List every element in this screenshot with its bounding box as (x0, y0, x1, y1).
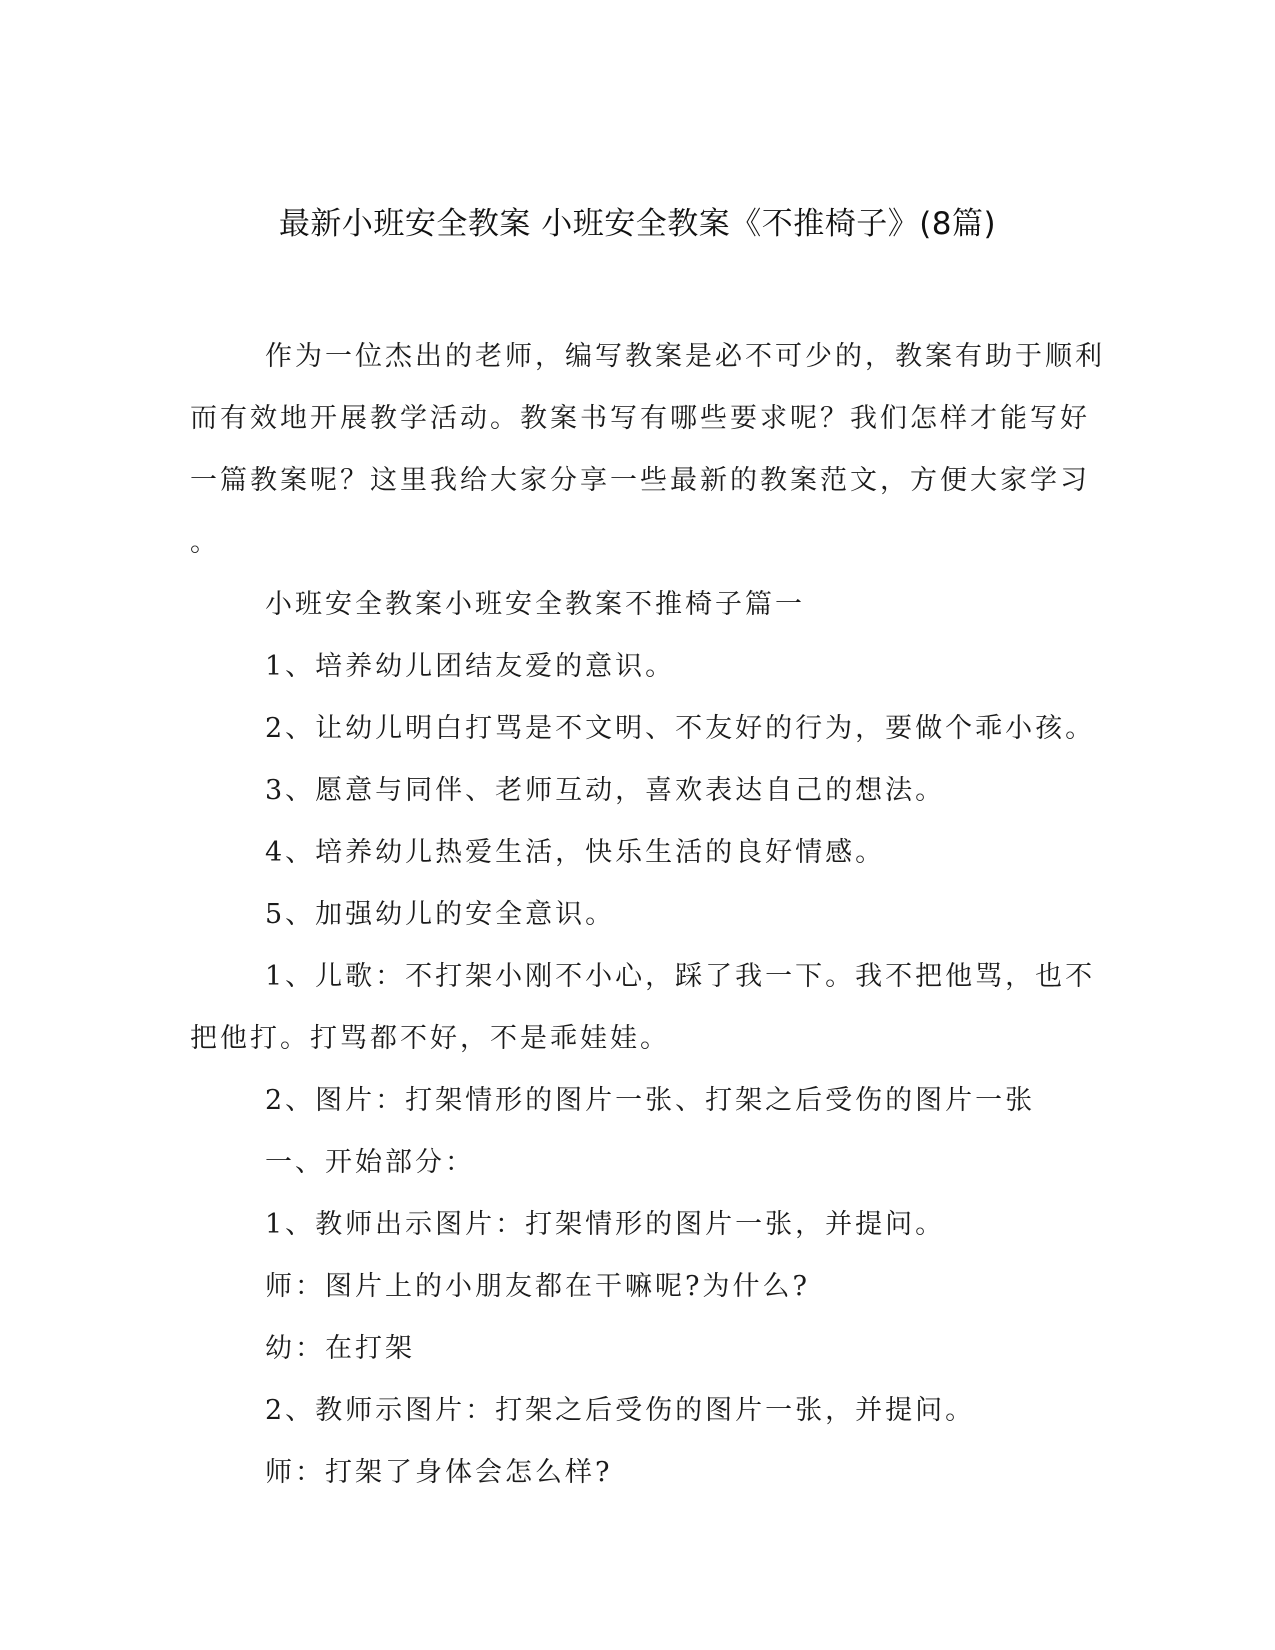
intro-line: 作为一位杰出的老师，编写教案是必不可少的，教案有助于顺利 (265, 341, 1105, 372)
section-heading: 小班安全教案小班安全教案不推椅子篇一 (265, 589, 805, 620)
document-body (190, 326, 1105, 1504)
goal-item: 1、培养幼儿团结友爱的意识。 (265, 651, 676, 682)
goal-item: 3、愿意与同伴、老师互动，喜欢表达自己的想法。 (265, 775, 946, 806)
intro-line: 而有效地开展教学活动。教案书写有哪些要求呢？我们怎样才能写好 (190, 403, 1090, 434)
intro-line: 一篇教案呢？这里我给大家分享一些最新的教案范文，方便大家学习 (190, 465, 1090, 496)
step-item: 2、教师示图片：打架之后受伤的图片一张，并提问。 (265, 1395, 976, 1426)
goal-item: 5、加强幼儿的安全意识。 (265, 899, 616, 930)
dialogue-line: 师：打架了身体会怎么样? (265, 1457, 613, 1488)
dialogue-line: 师：图片上的小朋友都在干嘛呢?为什么? (265, 1271, 810, 1302)
dialogue-line: 幼：在打架 (265, 1333, 415, 1364)
section-heading: 一、开始部分： (265, 1147, 475, 1178)
goal-item: 2、让幼儿明白打骂是不文明、不友好的行为，要做个乖小孩。 (265, 713, 1096, 744)
intro-line: 。 (190, 527, 220, 558)
document-title: 最新小班安全教案 小班安全教案《不推椅子》(8篇) (278, 206, 997, 242)
song-line: 1、儿歌：不打架小刚不小心，踩了我一下。我不把他骂，也不 (265, 961, 1096, 992)
step-item: 1、教师出示图片：打架情形的图片一张，并提问。 (265, 1209, 946, 1240)
material-item: 2、图片：打架情形的图片一张、打架之后受伤的图片一张 (265, 1085, 1036, 1116)
song-line: 把他打。打骂都不好，不是乖娃娃。 (190, 1023, 670, 1054)
goal-item: 4、培养幼儿热爱生活，快乐生活的良好情感。 (265, 837, 886, 868)
